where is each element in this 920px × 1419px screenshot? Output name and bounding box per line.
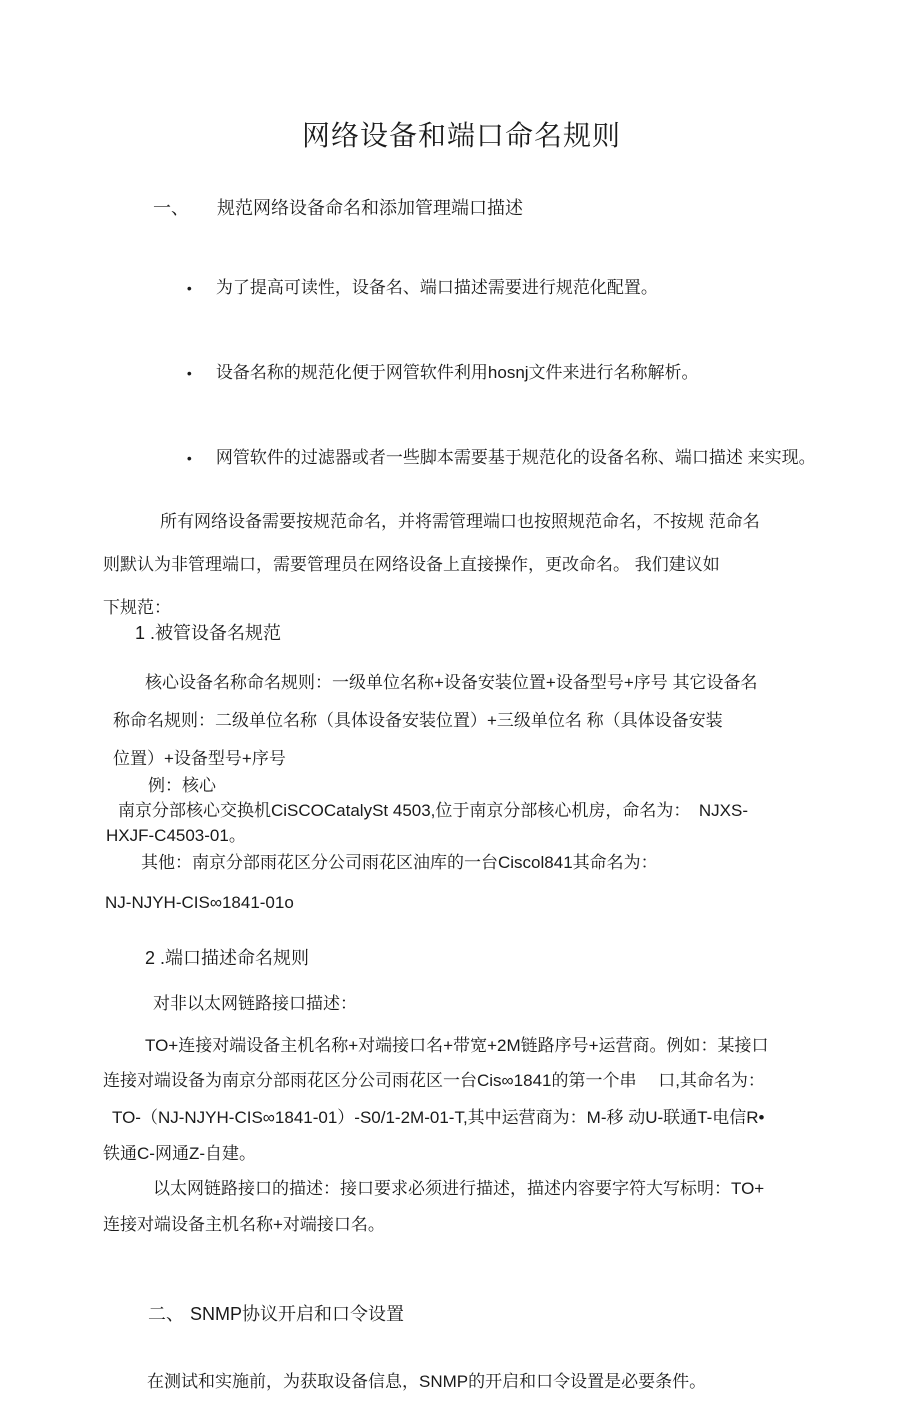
section-1-heading: [133, 172, 820, 244]
rule-2-heading: 2 .端口描述命名规则: [145, 948, 310, 968]
rule-2-line-1: TO+连接对端设备主机名称+对端接口名+带宽+2M链路序号+运营商。例如：某接口: [145, 1036, 769, 1055]
rule-2-line-2: 连接对端设备为南京分部雨花区分公司雨花区一台Cis∞1841的第一个串 口,其命名为：: [103, 1071, 765, 1090]
document-page: [0, 118, 920, 1419]
ethernet-desc-line-2: 连接对端设备主机名称+对端接口名。: [103, 1215, 385, 1234]
bullet-text: 网管软件的过滤器或者一些脚本需要基于规范化的设备名称、端口描述 来实现。: [215, 448, 816, 467]
document-title: 网络设备和端口命名规则: [301, 120, 621, 151]
intro-paragraph-line-2: 则默认为非管理端口，需要管理员在网络设备上直接操作，更改命名。 我们建议如: [103, 555, 720, 574]
bullet-item: [168, 252, 820, 324]
rule-1-body-line-2: 称命名规则：二级单位名称（具体设备安装位置）+三级单位名 称（具体设备安装: [113, 711, 723, 730]
rule-1-body-line-3: 位置）+设备型号+序号: [113, 749, 286, 768]
ethernet-desc-line-1: 以太网链路接口的描述：接口要求必须进行描述，描述内容要字符大写标明：TO+: [153, 1179, 765, 1198]
section-1-marker: 一、: [153, 198, 190, 218]
intro-paragraph-line-1: 所有网络设备需要按规范命名，并将需管理端口也按照规范命名，不按规 范命名: [160, 512, 760, 531]
bullet-icon: •: [186, 280, 192, 296]
example-other-line: 其他：南京分部雨花区分公司雨花区油库的一台Ciscol841其命名为：: [141, 853, 658, 872]
section-2-title: SNMP协议开启和口令设置: [190, 1304, 405, 1324]
rule-1-body-line-1: 核心设备名称命名规则：一级单位名称+设备安装位置+设备型号+序号 其它设备名: [145, 673, 758, 692]
bullet-icon: •: [186, 450, 192, 466]
section-2-marker: 二、: [148, 1304, 185, 1324]
rule-2-line-3: TO-（NJ-NJYH-CIS∞1841-01）-S0/1-2M-01-T,其中运营商为：M-移 动U-联通T-电信R•: [112, 1108, 765, 1127]
example-core-line-1: 南京分部核心交换机CiSCOCatalySt 4503,位于南京分部核心机房，命名为： NJXS-: [118, 801, 749, 820]
rule-2-line-4: 铁通C-网通Z-自建。: [103, 1144, 256, 1163]
bullet-icon: •: [186, 365, 192, 381]
section-2-body: 在测试和实施前，为获取设备信息，SNMP的开启和口令设置是必要条件。: [147, 1372, 707, 1391]
intro-paragraph-line-3: 下规范：: [103, 598, 171, 617]
section-1-title: 规范网络设备命名和添加管理端口描述: [217, 198, 524, 218]
bullet-item: [168, 422, 820, 494]
example-other-name: NJ-NJYH-CIS∞1841-01o: [105, 893, 294, 912]
bullet-text: 为了提高可读性，设备名、端口描述需要进行规范化配置。: [215, 278, 658, 297]
non-ethernet-desc-label: 对非以太网链路接口描述：: [153, 994, 357, 1013]
bullet-text: 设备名称的规范化便于网管软件利用hosnj文件来进行名称解析。: [215, 363, 699, 382]
bullet-item: [168, 337, 820, 409]
example-core-line-2: HXJF-C4503-01。: [106, 826, 246, 845]
rule-1-heading: 1 .被管设备名规范: [135, 623, 282, 643]
example-core-label: 例：核心: [148, 776, 216, 795]
section-2-heading: [128, 1278, 820, 1350]
